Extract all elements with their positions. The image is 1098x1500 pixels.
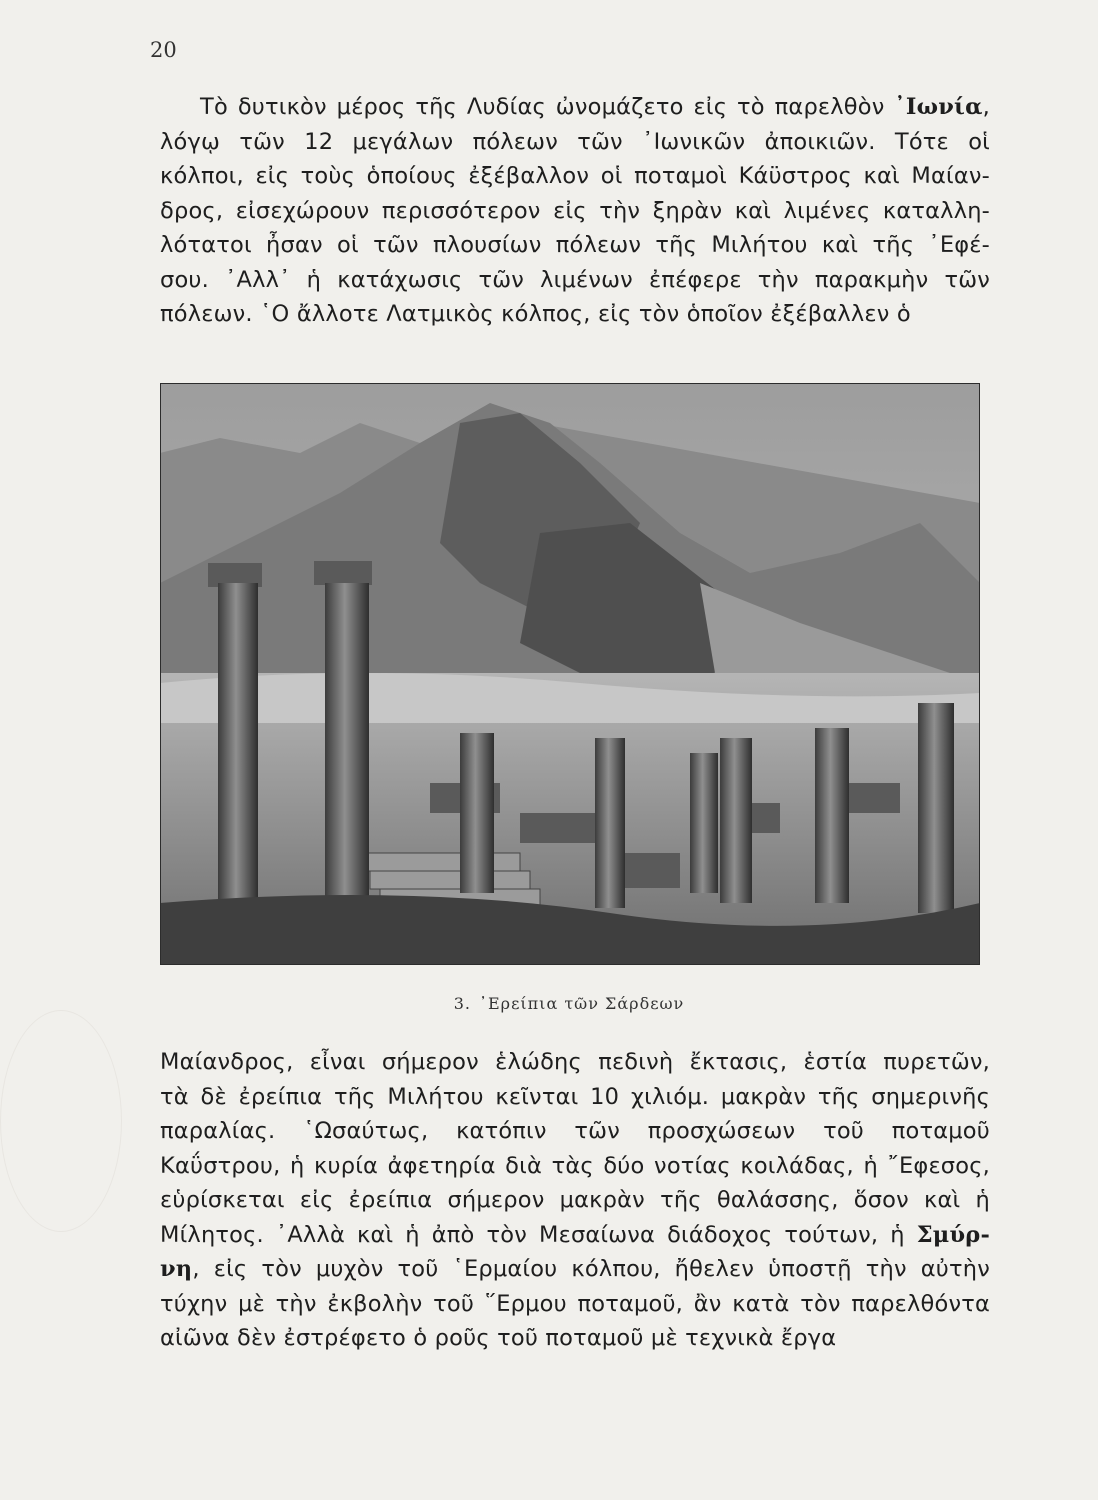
text-line: Καΰστρου, ἡ κυρία ἀφετηρία διὰ τὰς δύο νοτίας κοιλάδας, ἡ ῎Εφεσος,: [160, 1152, 990, 1179]
text-line: λόγῳ τῶν 12 μεγάλων πόλεων τῶν ᾿Ιωνικῶν ἀποικιῶν. Τότε οἱ: [160, 128, 990, 155]
paragraph-top: [160, 90, 990, 332]
bold-term-ionia: ᾿Ιωνία: [894, 94, 983, 120]
figure-number: 3.: [453, 994, 471, 1013]
text-line: αἰῶνα δὲν ἐστρέφετο ὁ ροῦς τοῦ ποταμοῦ μὲ τεχνικὰ ἔργα: [160, 1325, 837, 1351]
text-line: εὑρίσκεται εἰς ἐρείπια σήμερον μακρὰν τῆς θαλάσσης, ὅσον καὶ ἡ: [160, 1187, 990, 1213]
page-number: 20: [150, 38, 177, 62]
text-line: τὰ δὲ ἐρείπια τῆς Μιλήτου κεῖνται 10 χιλιόμ. μακρὰν τῆς σημερινῆς: [160, 1083, 990, 1110]
text-line: δρος, εἰσεχώρουν περισσότερον εἰς τὴν ξηρὰν καὶ λιμένες καταλλη-: [160, 197, 990, 224]
ruins-photograph: [160, 383, 980, 965]
paragraph-bottom: [160, 1045, 990, 1356]
text-line: πόλεων. ῾Ο ἄλλοτε Λατμικὸς κόλπος, εἰς τὸν ὁποῖον ἐξέβαλλεν ὁ: [160, 301, 911, 327]
text-line: κόλποι, εἰς τοὺς ὁποίους ἐξέβαλλον οἱ ποταμοὶ Κάϋστρος καὶ Μαίαν-: [160, 163, 990, 189]
figure-photo-sardis-ruins: [160, 383, 980, 965]
text-line: νη, εἰς τὸν μυχὸν τοῦ ῾Ερμαίου κόλπου, ἤθελεν ὑποστῇ τὴν αὐτὴν: [160, 1256, 990, 1282]
text-line: Μαίανδρος, εἶναι σήμερον ἑλώδης πεδινὴ ἔκτασις, ἑστία πυρετῶν,: [160, 1049, 990, 1075]
text-line: τύχην μὲ τὴν ἐκβολὴν τοῦ ῞Ερμου ποταμοῦ, ἂν κατὰ τὸν παρελθόντα: [160, 1290, 990, 1317]
text-line: σου. ᾿Αλλ᾿ ἡ κατάχωσις τῶν λιμένων ἐπέφερε τὴν παρακμὴν τῶν: [160, 266, 990, 293]
text-line: Μίλητος. ᾿Αλλὰ καὶ ἡ ἀπὸ τὸν Μεσαίωνα διάδοχος τούτων, ἡ Σμύρ-: [160, 1221, 990, 1248]
text-line: παραλίας. ῾Ωσαύτως, κατόπιν τῶν προσχώσεων τοῦ ποταμοῦ: [160, 1118, 990, 1144]
bold-term-smyrna-cont: νη: [160, 1256, 193, 1282]
text-line: Τὸ δυτικὸν μέρος τῆς Λυδίας ὠνομάζετο εἰς τὸ παρελθὸν ᾿Ιωνία,: [200, 94, 990, 120]
caption-text: ᾿Ερείπια τῶν Σάρδεων: [479, 994, 685, 1013]
figure-caption: [0, 994, 1098, 1013]
faint-stamp-mark: [0, 1010, 122, 1232]
bold-term-smyrna: Σμύρ-: [916, 1221, 990, 1248]
text-line: λότατοι ἦσαν οἱ τῶν πλουσίων πόλεων τῆς Μιλήτου καὶ τῆς ᾿Εφέ-: [160, 232, 990, 258]
